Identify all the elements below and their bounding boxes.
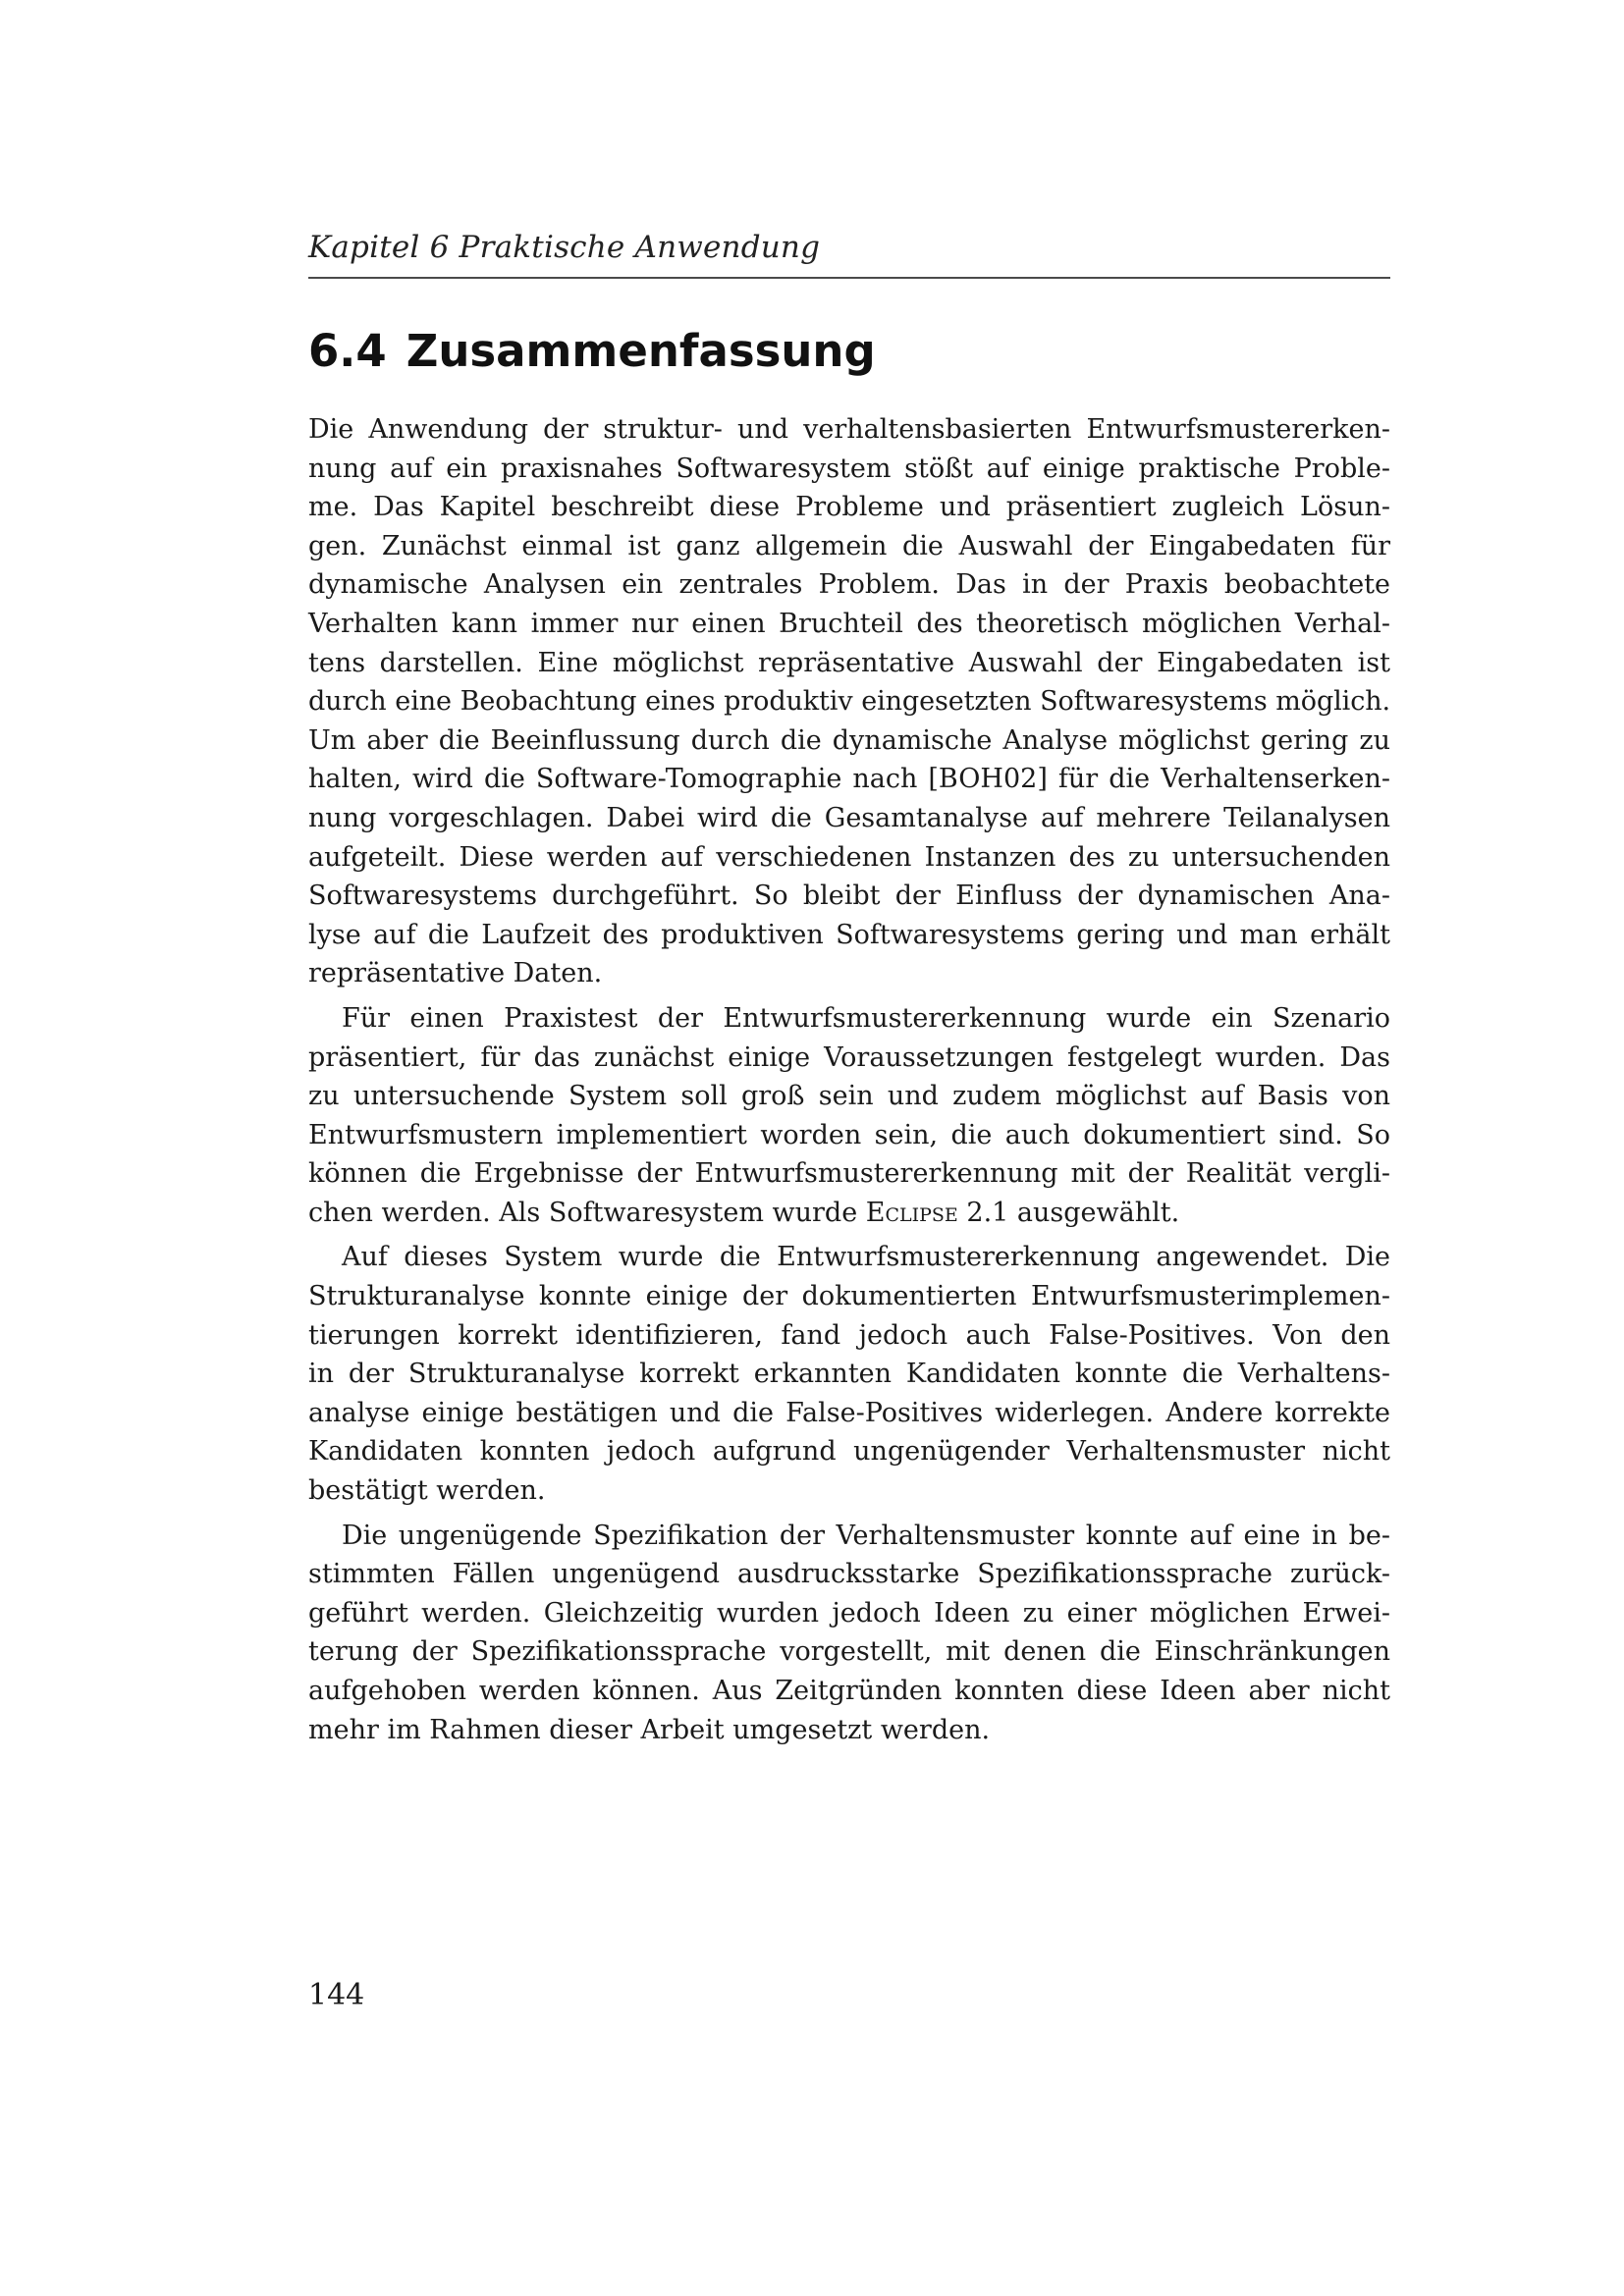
- text-line: aufgehoben werden können. Aus Zeitgründen konnten diese Ideen aber nicht: [308, 1676, 1390, 1706]
- text-line: geführt werden. Gleichzeitig wurden jedoch Ideen zu einer möglichen Erwei-: [308, 1597, 1390, 1629]
- text-line: Auf dieses System wurde die Entwurfsmustererkennung angewendet. Die: [342, 1242, 1390, 1273]
- text-line: dynamische Analysen ein zentrales Problem. Das in der Praxis beobachtete: [308, 569, 1390, 601]
- text-line: Die ungenügende Spezifikation der Verhaltensmuster konnte auf eine in be-: [342, 1520, 1390, 1551]
- page-number: 144: [308, 1978, 365, 2012]
- text-line: aufgeteilt. Diese werden auf verschiedenen Instanzen des zu untersuchenden: [308, 841, 1390, 873]
- text-line: lyse auf die Laufzeit des produktiven Softwaresystems gering und man erhält: [308, 919, 1390, 950]
- text-run: 2.1 ausgewählt.: [957, 1197, 1180, 1228]
- running-header: [308, 226, 1390, 279]
- text-line: analyse einige bestätigen und die False-Positives widerlegen. Andere korrekte: [308, 1397, 1390, 1428]
- section-title: Zusammenfassung: [406, 325, 876, 377]
- text-line: präsentiert, für das zunächst einige Voraussetzungen festgelegt wurden. Das: [308, 1041, 1390, 1073]
- text-line: durch eine Beobachtung eines produktiv eingesetzten Softwaresystems möglich.: [308, 686, 1390, 718]
- text-run: chen werden. Als Softwaresystem wurde: [308, 1197, 866, 1228]
- text-line: Kandidaten konnten jedoch aufgrund ungenügender Verhaltensmuster nicht: [308, 1436, 1390, 1468]
- text-line: können die Ergebnisse der Entwurfsmustererkennung mit der Realität vergli-: [308, 1158, 1390, 1190]
- text-line: repräsentative Daten.: [308, 958, 603, 989]
- text-line: Die Anwendung der struktur- und verhaltensbasierten Entwurfsmustererken-: [308, 414, 1390, 445]
- text-line: Verhalten kann immer nur einen Bruchteil des theoretisch möglichen Verhal-: [308, 608, 1390, 639]
- running-header-title: Kapitel 6 Praktische Anwendung: [308, 230, 821, 265]
- text-line: stimmten Fällen ungenügend ausdrucksstarke Spezifikationssprache zurück-: [308, 1559, 1390, 1590]
- paragraph-2: [308, 999, 1390, 1233]
- section-body: [308, 410, 1390, 1755]
- text-line: zu untersuchende System soll groß sein und zudem möglichst auf Basis von: [308, 1081, 1390, 1112]
- text-line: [308, 1194, 1390, 1233]
- text-line: gen. Zunächst einmal ist ganz allgemein die Auswahl der Eingabedaten für: [308, 530, 1390, 561]
- text-line: mehr im Rahmen dieser Arbeit umgesetzt werden.: [308, 1714, 991, 1745]
- text-line: me. Das Kapitel beschreibt diese Probleme und präsentiert zugleich Lösun-: [308, 492, 1390, 523]
- software-name: Eclipse: [865, 1197, 958, 1228]
- text-line: terung der Spezifikationssprache vorgestellt, mit denen die Einschränkungen: [308, 1636, 1390, 1668]
- text-line: nung auf ein praxisnahes Softwaresystem stößt auf einige praktische Proble-: [308, 453, 1390, 484]
- text-line: Strukturanalyse konnte einige der dokumentierten Entwurfsmusterimplemen-: [308, 1281, 1390, 1312]
- paragraph-3: [308, 1238, 1390, 1510]
- text-line: Für einen Praxistest der Entwurfsmustererkennung wurde ein Szenario: [342, 1002, 1390, 1034]
- text-line: tens darstellen. Eine möglichst repräsentative Auswahl der Eingabedaten ist: [308, 647, 1390, 678]
- text-line: Entwurfsmustern implementiert worden sein, die auch dokumentiert sind. So: [308, 1119, 1390, 1150]
- text-line: halten, wird die Software-Tomographie nach [BOH02] für die Verhaltenserken-: [308, 764, 1390, 795]
- text-line: Um aber die Beeinflussung durch die dynamische Analyse möglichst gering zu: [308, 724, 1390, 756]
- text-line: in der Strukturanalyse korrekt erkannten Kandidaten konnte die Verhaltens-: [308, 1359, 1390, 1390]
- section-number: 6.4: [308, 325, 387, 377]
- section-heading: [308, 322, 1390, 381]
- text-line: Softwaresystems durchgeführt. So bleibt der Einfluss der dynamischen Ana-: [308, 881, 1390, 912]
- text-line: nung vorgeschlagen. Dabei wird die Gesamtanalyse auf mehrere Teilanalysen: [308, 802, 1390, 833]
- paragraph-4: [308, 1517, 1390, 1750]
- text-line: bestätigt werden.: [308, 1475, 546, 1507]
- paragraph-1: [308, 410, 1390, 993]
- text-line: tierungen korrekt identifizieren, fand jedoch auch False-Positives. Von den: [308, 1319, 1390, 1351]
